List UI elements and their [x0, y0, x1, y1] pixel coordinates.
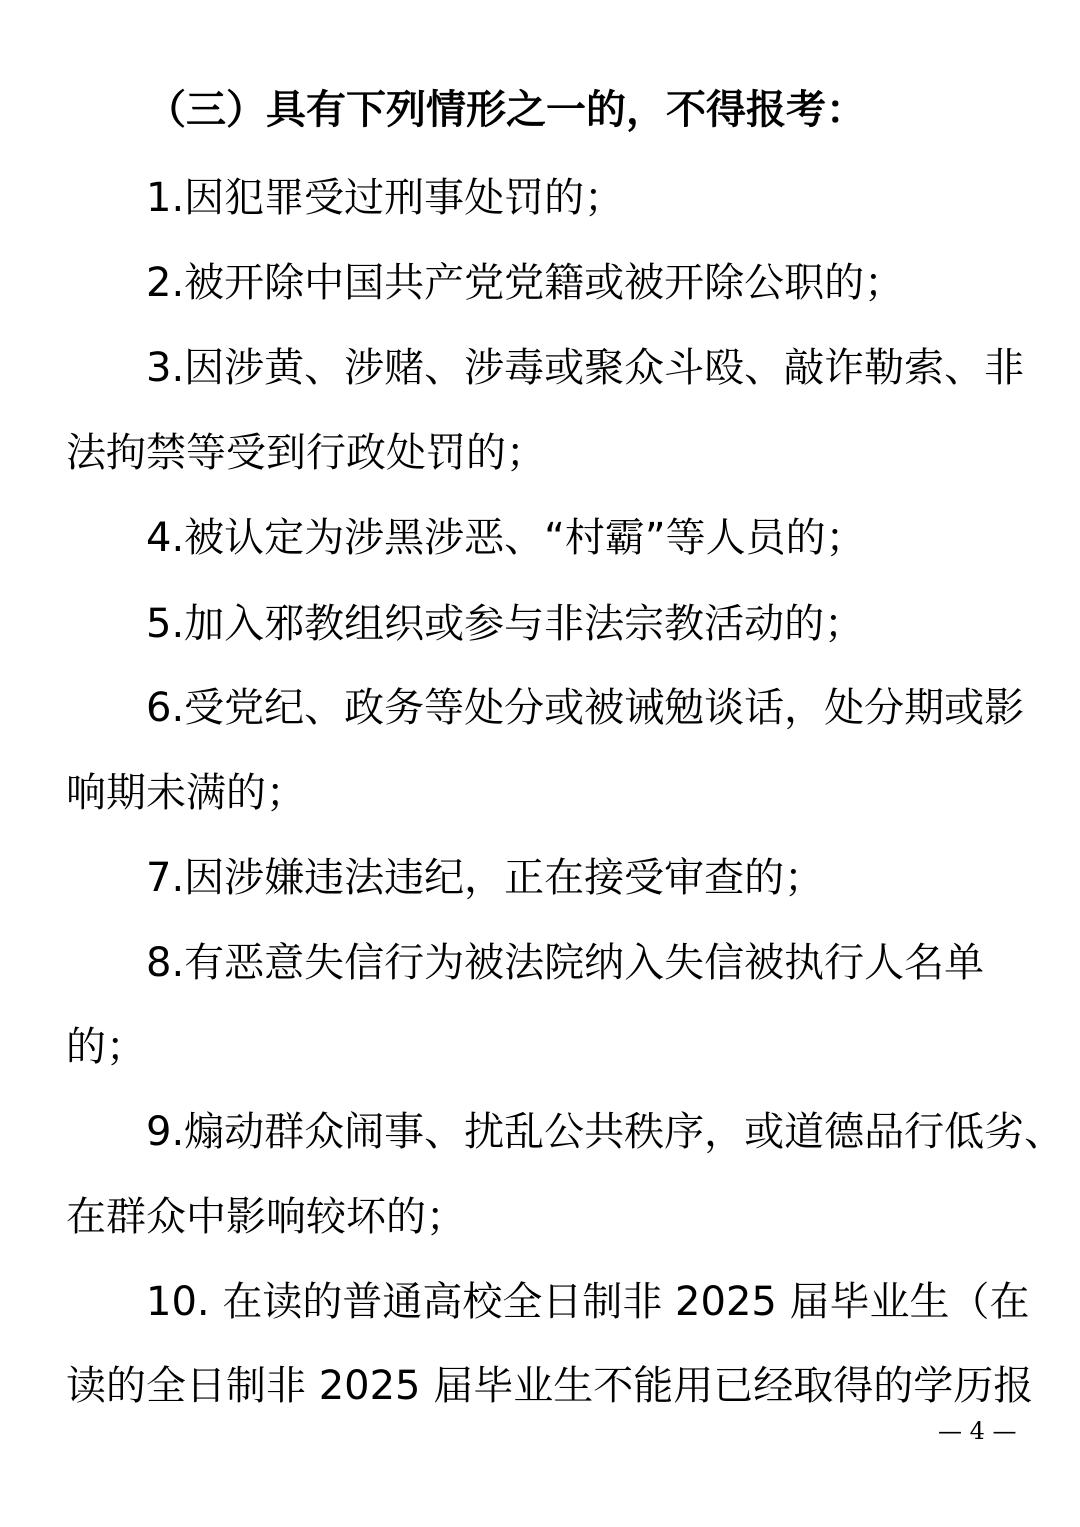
- item-3-line-1: 3.因涉黄、涉赌、涉毒或聚众斗殴、敲诈勒索、非: [146, 345, 1025, 391]
- item-8-line-1: 8.有恶意失信行为被法院纳入失信被执行人名单: [146, 940, 985, 986]
- item-6-line-2: 响期未满的；: [66, 770, 306, 816]
- item-8-line-2: 的；: [66, 1024, 146, 1070]
- section-heading: （三）具有下列情形之一的，不得报考：: [146, 87, 866, 133]
- item-10-line-2: 读的全日制非 2025 届毕业生不能用已经取得的学历报: [66, 1363, 1034, 1409]
- item-1-line-1: 1.因犯罪受过刑事处罚的；: [146, 175, 625, 221]
- item-5-line-1: 5.加入邪教组织或参与非法宗教活动的；: [146, 601, 865, 647]
- item-7-line-1: 7.因涉嫌违法违纪，正在接受审查的；: [146, 855, 825, 901]
- page-number: — 4 —: [938, 1417, 1017, 1445]
- item-3-line-2: 法拘禁等受到行政处罚的；: [66, 430, 546, 476]
- item-2-line-1: 2.被开除中国共产党党籍或被开除公职的；: [146, 260, 905, 306]
- item-10-line-1: 10. 在读的普通高校全日制非 2025 届毕业生（在: [146, 1279, 1030, 1325]
- item-6-line-1: 6.受党纪、政务等处分或被诫勉谈话，处分期或影: [146, 685, 1025, 731]
- item-9-line-1: 9.煽动群众闹事、扰乱公共秩序，或道德品行低劣、: [146, 1109, 1065, 1155]
- item-4-line-1: 4.被认定为涉黑涉恶、“村霸”等人员的；: [146, 515, 866, 561]
- item-9-line-2: 在群众中影响较坏的；: [66, 1194, 466, 1240]
